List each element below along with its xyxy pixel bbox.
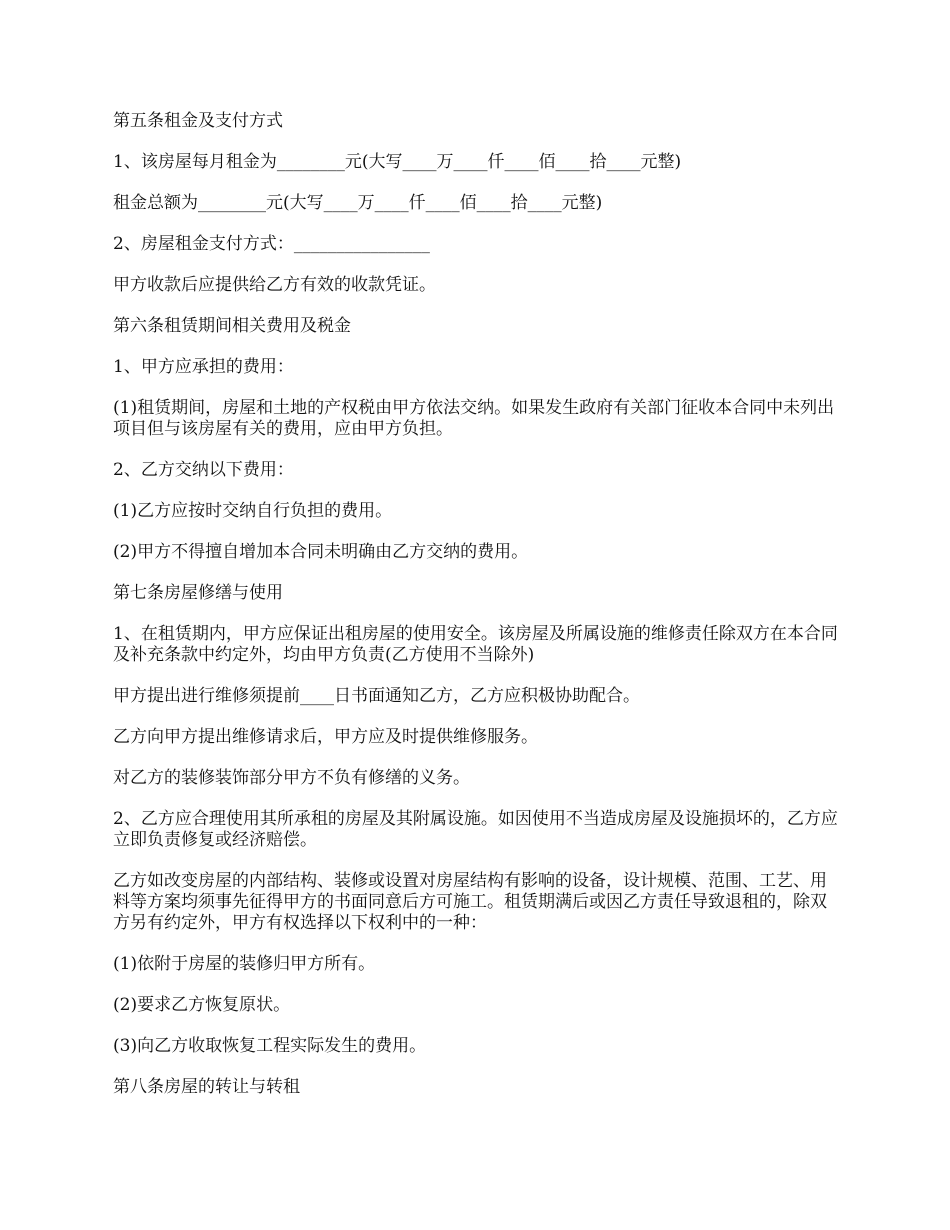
option-item-3: (3)向乙方收取恢复工程实际发生的费用。 bbox=[113, 1036, 427, 1056]
monthly-rent-clause: 1、该房屋每月租金为________元(大写____万____仟____佰____拾____元整) bbox=[113, 152, 682, 172]
party-b-fees-heading: 2、乙方交纳以下费用： bbox=[113, 460, 294, 480]
structure-change-clause: 乙方如改变房屋的内部结构、装修或设置对房屋结构有影响的设备，设计规模、范围、工艺、用料等方案均须事先征得甲方的书面同意后方可施工。租赁期满后或因乙方责任导致退租的，除双方另有约定外，甲方有权选择以下权利中的一种： bbox=[113, 871, 827, 933]
party-a-fees-item-1: (1)租赁期间，房屋和土地的产权税由甲方依法交纳。如果发生政府有关部门征收本合同中未列出项目但与该房屋有关的费用，应由甲方负担。 bbox=[113, 398, 835, 439]
option-item-2: (2)要求乙方恢复原状。 bbox=[113, 995, 291, 1015]
option-item-1: (1)依附于房屋的装修归甲方所有。 bbox=[113, 954, 376, 974]
party-b-fees-item-2: (2)甲方不得擅自增加本合同未明确由乙方交纳的费用。 bbox=[113, 542, 529, 562]
decoration-clause: 对乙方的装修装饰部分甲方不负有修缮的义务。 bbox=[113, 768, 470, 788]
payment-method-clause: 2、房屋租金支付方式：________________ bbox=[113, 234, 430, 254]
section-heading-article-6: 第六条租赁期间相关费用及税金 bbox=[113, 316, 351, 336]
repair-request-clause: 乙方向甲方提出维修请求后，甲方应及时提供维修服务。 bbox=[113, 727, 538, 747]
repair-clause-1: 1、在租赁期内，甲方应保证出租房屋的使用安全。该房屋及所属设施的维修责任除双方在本合同及补充条款中约定外，均由甲方负责(乙方使用不当除外) bbox=[113, 624, 838, 665]
section-heading-article-7: 第七条房屋修缮与使用 bbox=[113, 583, 283, 603]
party-a-fees-heading: 1、甲方应承担的费用： bbox=[113, 357, 294, 377]
repair-notice-clause: 甲方提出进行维修须提前____日书面通知乙方，乙方应积极协助配合。 bbox=[113, 686, 640, 706]
total-rent-clause: 租金总额为________元(大写____万____仟____佰____拾____元整) bbox=[113, 193, 603, 213]
section-heading-article-5: 第五条租金及支付方式 bbox=[113, 111, 283, 131]
proper-use-clause: 2、乙方应合理使用其所承租的房屋及其附属设施。如因使用不当造成房屋及设施损坏的，乙方应立即负责修复或经济赔偿。 bbox=[113, 809, 838, 850]
section-heading-article-8: 第八条房屋的转让与转租 bbox=[113, 1077, 300, 1097]
party-b-fees-item-1: (1)乙方应按时交纳自行负担的费用。 bbox=[113, 501, 393, 521]
document-body bbox=[113, 111, 839, 1118]
receipt-clause: 甲方收款后应提供给乙方有效的收款凭证。 bbox=[113, 275, 436, 295]
